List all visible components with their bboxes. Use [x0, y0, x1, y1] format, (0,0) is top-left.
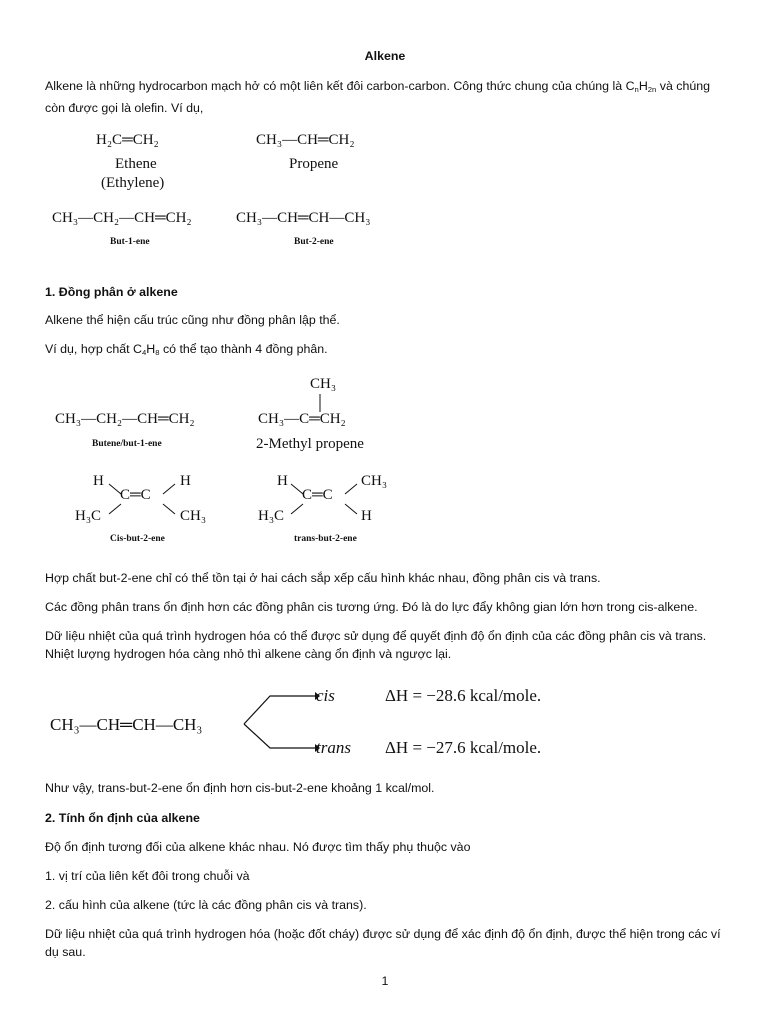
formula-h: H [146, 342, 156, 356]
but-2-ene-formula: CH₃—CH═CH—CH₃ [236, 210, 371, 226]
trans-double-bond: C═C [302, 487, 333, 503]
intro-text-end: và chúng còn được gọi là olefin. Ví dụ, [45, 79, 711, 115]
page-title: Alkene [364, 49, 406, 63]
para-2-text-end: có thể tạo thành 4 đồng phân. [159, 342, 328, 356]
page-number: 1 [381, 974, 389, 988]
subscript-2n: 2n [647, 84, 657, 94]
trans-label-hydrogenation: trans [316, 738, 351, 757]
section-1-para-5: Dữ liệu nhiệt của quá trình hydrogen hóa có thể được sử dụng để quyết định độ ổn định của các đồng phân cis và trans. Nhiệt lượng hydrogen hóa càng nhỏ thì alkene càng ổn định và ngược lại. [45, 629, 707, 661]
but-2-ene-label: But-2-ene [294, 237, 334, 247]
but-2-ene-hydrogenation-formula: CH₃—CH═CH—CH₃ [50, 715, 203, 734]
section-1-para-4: Các đồng phân trans ổn định hơn các đồng phân cis tương ứng. Đó là do lực đẩy không gian lớn hơn trong cis-alkene. [45, 600, 698, 614]
cis-label-hydrogenation: cis [316, 686, 335, 705]
cis-h-left: H [93, 473, 104, 489]
methylpropene-name: 2-Methyl propene [256, 436, 364, 452]
formula-h: H [638, 79, 648, 93]
section-2-item-2: 2. cấu hình của alkene (tức là các đồng phân cis và trans). [45, 898, 367, 912]
methyl-group-top: CH₃ [310, 376, 337, 392]
subscript-4: 4 [141, 347, 147, 357]
section-2-para-1: Độ ổn định tương đối của alkene khác nhau. Nó được tìm thấy phụ thuộc vào [45, 840, 471, 854]
propene-formula: CH₃—CH═CH₂ [256, 132, 355, 148]
section-1-para-1: Alkene thể hiện cấu trúc cũng như đồng phân lập thể. [45, 313, 340, 327]
trans-bonds [287, 480, 362, 520]
cis-double-bond: C═C [120, 487, 151, 503]
subscript-n: n [634, 84, 639, 94]
subscript-8: 8 [155, 347, 160, 357]
ethylene-name: (Ethylene) [101, 175, 165, 191]
trans-ch3-right: CH₃ [361, 473, 388, 489]
section-1-para-6: Như vậy, trans-but-2-ene ổn định hơn cis-but-2-ene khoảng 1 kcal/mol. [45, 781, 435, 795]
section-2-para-2: Dữ liệu nhiệt của quá trình hydrogen hóa (hoặc đốt cháy) được sử dụng để xác định độ ổn định, được thể hiện trong các ví dụ sau. [45, 927, 721, 959]
intro-paragraph [45, 77, 725, 117]
butene-label: Butene/but-1-ene [92, 439, 162, 449]
butene-formula: CH₃—CH₂—CH═CH₂ [55, 411, 195, 427]
trans-h3c: H₃C [258, 508, 285, 524]
trans-label: trans-but-2-ene [294, 534, 357, 544]
branch-arrows [240, 686, 320, 756]
but-1-ene-formula: CH₃—CH₂—CH═CH₂ [52, 210, 192, 226]
trans-enthalpy: ΔH = −27.6 kcal/mole. [385, 738, 542, 757]
cis-h3c: H₃C [75, 508, 102, 524]
propene-name: Propene [289, 156, 339, 172]
cis-enthalpy: ΔH = −28.6 kcal/mole. [385, 686, 542, 705]
trans-h-right: H [361, 508, 372, 524]
cis-h-right: H [180, 473, 191, 489]
cis-bonds [105, 480, 180, 520]
cis-ch3: CH₃ [180, 508, 207, 524]
methylpropene-formula: CH₃—C═CH₂ [258, 411, 346, 427]
ethene-formula: H₂C═CH₂ [96, 132, 159, 148]
section-1-para-3: Hợp chất but-2-ene chỉ có thể tồn tại ở hai cách sắp xếp cấu hình khác nhau, đồng phân cis và trans. [45, 571, 601, 585]
section-2-heading: 2. Tính ổn định của alkene [45, 811, 200, 825]
intro-text: Alkene là những hydrocarbon mạch hở có một liên kết đôi carbon-carbon. Công thức chung của chúng là C [45, 79, 635, 93]
para-2-text: Ví dụ, hợp chất C [45, 342, 142, 356]
ethene-name: Ethene [115, 156, 157, 172]
section-1-para-2 [45, 340, 725, 362]
cis-label: Cis-but-2-ene [110, 534, 165, 544]
section-2-item-1: 1. vị trí của liên kết đôi trong chuỗi và [45, 869, 250, 883]
section-1-heading: 1. Đồng phân ở alkene [45, 285, 178, 299]
but-1-ene-label: But-1-ene [110, 237, 150, 247]
methyl-bond-line [318, 394, 322, 412]
trans-h-left: H [277, 473, 288, 489]
